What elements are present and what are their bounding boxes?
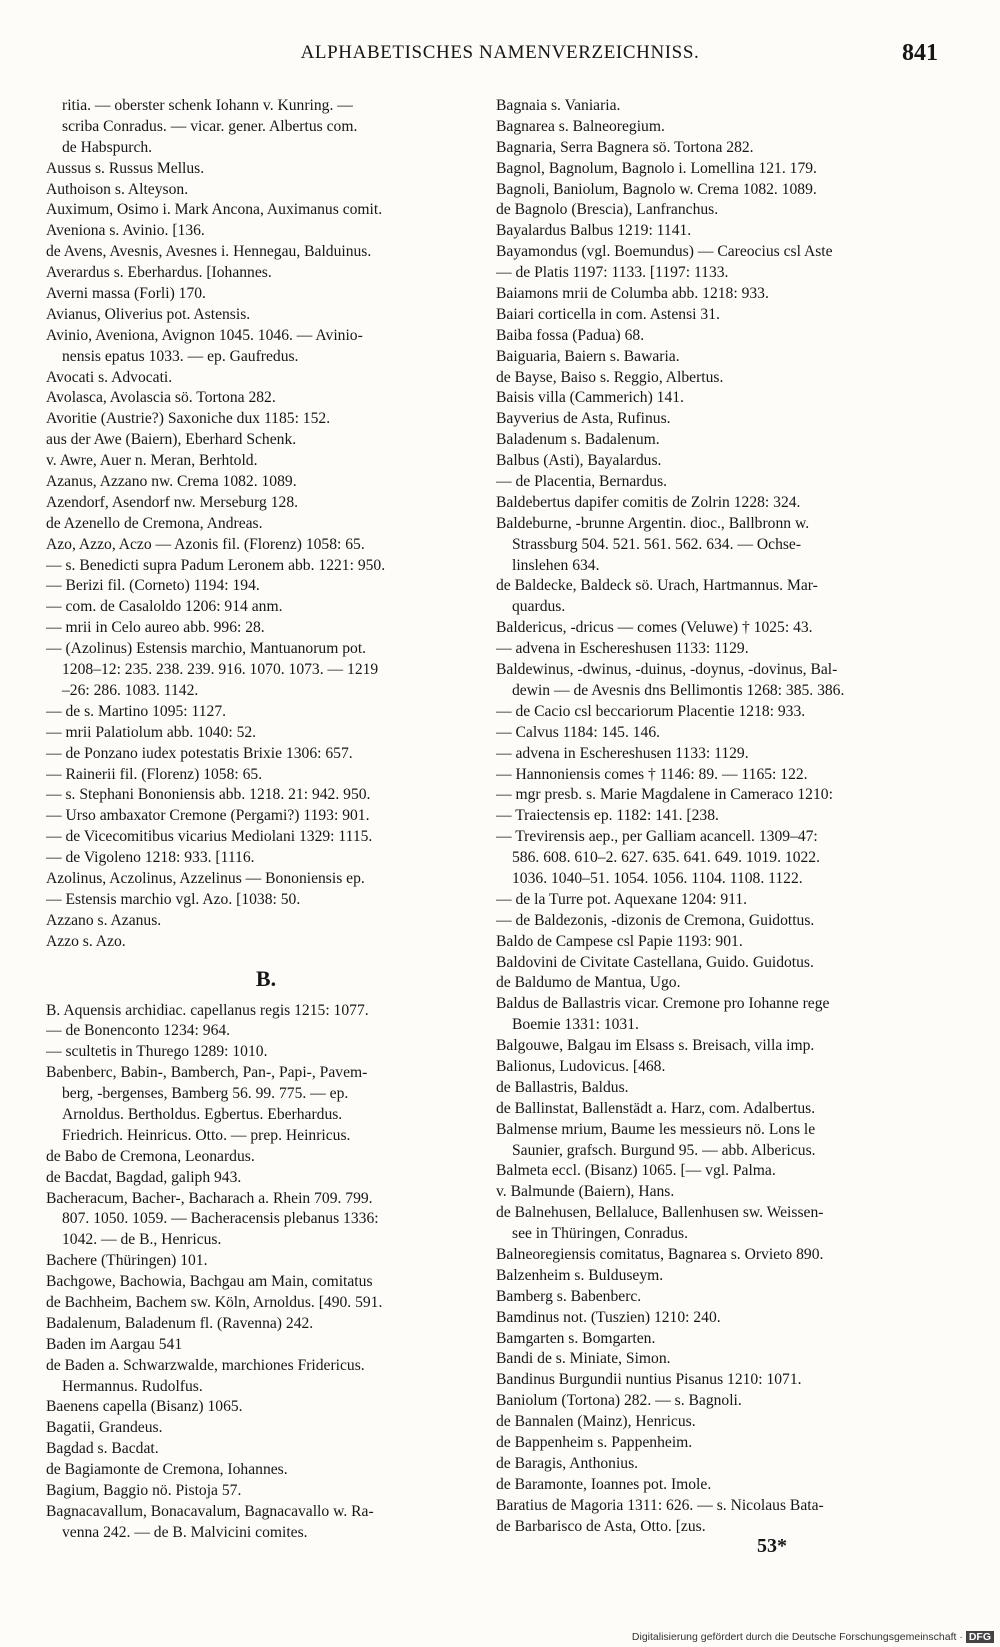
index-entry-line: 1042. — de B., Henricus. xyxy=(62,1231,222,1249)
right-column xyxy=(496,96,940,1537)
index-entry-line: B. Aquensis archidiac. capellanus regis 1215: 1077. xyxy=(46,1001,369,1019)
index-entry-line: Baldo de Campese csl Papie 1193: 901. xyxy=(496,932,743,950)
index-entry-line: — s. Stephani Bononiensis abb. 1218. 21: 942. 950. xyxy=(46,786,371,804)
index-entry-line: de Azenello de Cremona, Andreas. xyxy=(46,514,263,532)
index-entry-line: Bayamondus (vgl. Boemundus) — Careocius csl Aste xyxy=(496,243,833,261)
index-entry-line: Bagnacavallum, Bonacavalum, Bagnacavallo w. Ra- xyxy=(46,1502,374,1520)
index-entry-line: Avoritie (Austrie?) Saxoniche dux 1185: 152. xyxy=(46,410,331,428)
index-entry-line: Auximum, Osimo i. Mark Ancona, Auximanus comit. xyxy=(46,201,383,219)
index-entry-line: Avianus, Oliverius pot. Astensis. xyxy=(46,305,251,323)
index-entry-line: de Habspurch. xyxy=(62,138,153,156)
index-entry-line: — de Vicecomitibus vicarius Mediolani 1329: 1115. xyxy=(46,828,373,846)
index-entry-line: Baldewinus, -dwinus, -duinus, -doynus, -dovinus, Bal- xyxy=(496,661,838,679)
index-entry-line: Babenberc, Babin-, Bamberch, Pan-, Papi-, Pavem- xyxy=(46,1064,368,1082)
index-entry-line: v. Awre, Auer n. Meran, Berhtold. xyxy=(46,452,258,470)
index-entry-line: Averardus s. Eberhardus. [Iohannes. xyxy=(46,264,272,282)
index-entry-line: Bayalardus Balbus 1219: 1141. xyxy=(496,222,692,240)
index-entry-line: Balionus, Ludovicus. [468. xyxy=(496,1057,666,1075)
index-entry-line: — de Cacio csl beccariorum Placentie 1218: 933. xyxy=(496,702,806,720)
index-entry-line: Baden im Aargau 541 xyxy=(46,1335,183,1353)
index-entry-line: ritia. — oberster schenk Iohann v. Kunring. — xyxy=(62,97,353,114)
index-entry-line: Baldericus, -dricus — comes (Veluwe) † 1025: 43. xyxy=(496,619,813,637)
index-entry-line: — mrii in Celo aureo abb. 996: 28. xyxy=(46,619,265,637)
index-entry-line: de Bagiamonte de Cremona, Iohannes. xyxy=(46,1461,288,1479)
index-entry-line: de Ballinstat, Ballenstädt a. Harz, com. Adalbertus. xyxy=(496,1099,816,1117)
index-entry-line: Avolasca, Avolascia sö. Tortona 282. xyxy=(46,389,276,407)
index-entry-line: — Berizi fil. (Corneto) 1194: 194. xyxy=(46,577,260,595)
index-entry-line: — Calvus 1184: 145. 146. xyxy=(496,723,661,741)
index-entry-line: — (Azolinus) Estensis marchio, Mantuanorum pot. xyxy=(46,640,367,658)
dfg-logo: DFG xyxy=(966,1631,994,1643)
page-number: 841 xyxy=(902,40,938,66)
index-entry-line: Bagium, Baggio nö. Pistoja 57. xyxy=(46,1482,242,1499)
index-entry-line: Baldeburne, -brunne Argentin. dioc., Ballbronn w. xyxy=(496,514,810,532)
index-entry-line: Bagnol, Bagnolum, Bagnolo i. Lomellina 121. 179. xyxy=(496,159,817,177)
index-entry-line: Baldebertus dapifer comitis de Zolrin 1228: 324. xyxy=(496,493,801,511)
index-entry-line: aus der Awe (Baiern), Eberhard Schenk. xyxy=(46,431,297,449)
index-entry-line: — de s. Martino 1095: 1127. xyxy=(46,702,227,720)
index-entry-line: Bachgowe, Bachowia, Bachgau am Main, comitatus xyxy=(46,1273,373,1291)
index-entry-line: — Rainerii fil. (Florenz) 1058: 65. xyxy=(46,765,263,783)
index-entry-line: scriba Conradus. — vicar. gener. Albertus com. xyxy=(62,117,358,135)
index-entry-line: de Bayse, Baiso s. Reggio, Albertus. xyxy=(496,368,724,386)
index-entry-line: Azendorf, Asendorf nw. Merseburg 128. xyxy=(46,493,299,511)
running-title: ALPHABETISCHES NAMENVERZEICHNISS. xyxy=(300,42,700,63)
index-entry-line: — mrii Palatiolum abb. 1040: 52. xyxy=(46,723,257,741)
section-heading: B. xyxy=(255,965,277,991)
index-entry-line: Balmense mrium, Baume les messieurs nö. Lons le xyxy=(496,1120,816,1138)
index-entry-line: Avinio, Aveniona, Avignon 1045. 1046. — Avinio- xyxy=(46,326,363,344)
index-entry-line: Baiari corticella in com. Astensi 31. xyxy=(496,305,720,323)
index-entry-line: Balmeta eccl. (Bisanz) 1065. [— vgl. Palma. xyxy=(496,1162,776,1180)
index-entry-line: Badalenum, Baladenum fl. (Ravenna) 242. xyxy=(46,1314,314,1332)
index-entry-line: Bagnoli, Baniolum, Bagnolo w. Crema 1082. 1089. xyxy=(496,180,817,198)
index-entry-line: Bamdinus not. (Tuszien) 1210: 240. xyxy=(496,1308,721,1326)
index-entry-line: Baldus de Ballastris vicar. Cremone pro Iohanne rege xyxy=(496,995,830,1013)
index-entry-line: 807. 1050. 1059. — Bacheracensis plebanus 1336: xyxy=(62,1210,379,1228)
index-entry-line: venna 242. — de B. Malvicini comites. xyxy=(62,1523,308,1541)
index-entry-line: Boemie 1331: 1031. xyxy=(512,1016,639,1034)
index-entry-line: — Estensis marchio vgl. Azo. [1038: 50. xyxy=(46,890,301,908)
index-entry-line: Baiamons mrii de Columba abb. 1218: 933. xyxy=(496,285,769,303)
index-entry-line: see in Thüringen, Conradus. xyxy=(512,1225,688,1243)
index-entry-line: Baenens capella (Bisanz) 1065. xyxy=(46,1398,243,1416)
index-entry-line: Balzenheim s. Bulduseym. xyxy=(496,1266,664,1284)
index-entry-line: Baiba fossa (Padua) 68. xyxy=(496,326,645,344)
index-entry-line: de Bacdat, Bagdad, galiph 943. xyxy=(46,1168,242,1186)
index-entry-line: — Traiectensis ep. 1182: 141. [238. xyxy=(496,807,719,825)
index-entry-line: Bayverius de Asta, Rufinus. xyxy=(496,410,671,428)
index-entry-line: Baldovini de Civitate Castellana, Guido. Guidotus. xyxy=(496,953,814,971)
index-entry-line: Bagatii, Grandeus. xyxy=(46,1419,163,1437)
index-entry-line: –26: 286. 1083. 1142. xyxy=(62,681,199,699)
index-entry-line: — Urso ambaxator Cremone (Pergami?) 1193: 901. xyxy=(46,807,370,825)
index-entry-line: Bagnaria, Serra Bagnera sö. Tortona 282. xyxy=(496,138,754,156)
index-entry-line: de Bappenheim s. Pappenheim. xyxy=(496,1434,693,1451)
index-entry-line: Azanus, Azzano nw. Crema 1082. 1089. xyxy=(46,473,297,491)
index-entry-line: 586. 608. 610–2. 627. 635. 641. 649. 1019. 1022. xyxy=(512,849,820,867)
index-entry-line: Aussus s. Russus Mellus. xyxy=(46,159,205,177)
left-column xyxy=(46,96,486,1544)
index-entry-line: — de Platis 1197: 1133. [1197: 1133. xyxy=(496,264,729,282)
index-entry-line: Baiguaria, Baiern s. Bawaria. xyxy=(496,347,680,365)
footer-text: Digitalisierung gefördert durch die Deutsche Forschungsgemeinschaft · xyxy=(631,1631,963,1643)
index-entry-line: — Trevirensis aep., per Galliam acancell. 1309–47: xyxy=(496,828,818,846)
index-entry-line: Authoison s. Alteyson. xyxy=(46,180,189,198)
index-entry-line: — de Baldezonis, -dizonis de Cremona, Guidottus. xyxy=(496,911,815,929)
index-entry-line: — mgr presb. s. Marie Magdalene in Cameraco 1210: xyxy=(496,786,833,804)
index-entry-line: Baratius de Magoria 1311: 626. — s. Nicolaus Bata- xyxy=(496,1496,824,1514)
index-entry-line: de Baldecke, Baldeck sö. Urach, Hartmannus. Mar- xyxy=(496,577,818,595)
index-entry-line: de Baldumo de Mantua, Ugo. xyxy=(496,974,681,992)
index-entry-line: 1208–12: 235. 238. 239. 916. 1070. 1073. — 1219 xyxy=(62,661,379,679)
index-entry-line: Saunier, grafsch. Burgund 95. — abb. Albericus. xyxy=(512,1141,816,1159)
signature-mark: 53* xyxy=(757,1535,787,1557)
index-entry-line: Bandi de s. Miniate, Simon. xyxy=(496,1350,671,1368)
index-entry-line: — de Ponzano iudex potestatis Brixie 1306: 657. xyxy=(46,744,353,762)
index-entry-line: — advena in Eschereshusen 1133: 1129. xyxy=(496,640,749,658)
index-entry-line: Bagnaia s. Vaniaria. xyxy=(496,97,621,114)
index-entry-line: Baisis villa (Cammerich) 141. xyxy=(496,389,684,407)
index-entry-line: de Ballastris, Baldus. xyxy=(496,1078,629,1096)
index-entry-line: — Hannoniensis comes † 1146: 89. — 1165: 122. xyxy=(496,765,808,783)
index-entry-line: Azzano s. Azanus. xyxy=(46,911,162,929)
index-entry-line: de Baramonte, Ioannes pot. Imole. xyxy=(496,1475,712,1493)
index-entry-line: — de Placentia, Bernardus. xyxy=(496,473,668,491)
index-entry-line: nensis epatus 1033. — ep. Gaufredus. xyxy=(62,347,299,365)
index-entry-line: de Babo de Cremona, Leonardus. xyxy=(46,1147,255,1165)
index-entry-line: de Barbarisco de Asta, Otto. [zus. xyxy=(496,1517,706,1535)
index-entry-line: Bagdad s. Bacdat. xyxy=(46,1440,159,1458)
index-entry-line: de Avens, Avesnis, Avesnes i. Hennegau, Balduinus. xyxy=(46,243,372,261)
index-entry-line: Averni massa (Forli) 170. xyxy=(46,285,206,303)
index-entry-line: — de la Turre pot. Aquexane 1204: 911. xyxy=(496,890,748,908)
index-entry-line: Bandinus Burgundii nuntius Pisanus 1210: 1071. xyxy=(496,1371,802,1389)
index-entry-line: Avocati s. Advocati. xyxy=(46,368,173,386)
index-entry-line: quardus. xyxy=(512,598,566,616)
digitization-footer xyxy=(632,1631,1000,1643)
index-entry-line: Bachere (Thüringen) 101. xyxy=(46,1252,208,1270)
index-entry-line: Hermannus. Rudolfus. xyxy=(62,1377,203,1395)
index-entry-line: Azolinus, Aczolinus, Azzelinus — Bononiensis ep. xyxy=(46,869,365,887)
index-entry-line: Friedrich. Heinricus. Otto. — prep. Heinricus. xyxy=(62,1126,351,1144)
index-entry-line: Strassburg 504. 521. 561. 562. 634. — Ochse- xyxy=(512,535,802,553)
index-entry-line: — de Bonenconto 1234: 964. xyxy=(46,1022,231,1040)
index-entry-line: Balneoregiensis comitatus, Bagnarea s. Orvieto 890. xyxy=(496,1245,824,1263)
index-entry-line: Bamberg s. Babenberc. xyxy=(496,1287,642,1305)
index-entry-line: — de Vigoleno 1218: 933. [1116. xyxy=(46,849,255,867)
index-entry-line: Bacheracum, Bacher-, Bacharach a. Rhein 709. 799. xyxy=(46,1189,373,1207)
index-entry-line: de Baragis, Anthonius. xyxy=(496,1454,639,1472)
index-entry-line: de Bagnolo (Brescia), Lanfranchus. xyxy=(496,201,719,219)
index-entry-line: Baladenum s. Badalenum. xyxy=(496,431,660,449)
index-entry-line: Arnoldus. Bertholdus. Egbertus. Eberhardus. xyxy=(62,1105,343,1123)
index-entry-line: de Balnehusen, Bellaluce, Ballenhusen sw. Weissen- xyxy=(496,1204,824,1222)
index-entry-line: — scultetis in Thurego 1289: 1010. xyxy=(46,1043,268,1061)
page-header xyxy=(0,40,1000,74)
index-entry-line: berg, -bergenses, Bamberg 56. 99. 775. — ep. xyxy=(62,1085,349,1103)
index-entry-line: — advena in Eschereshusen 1133: 1129. xyxy=(496,744,749,762)
index-entry-line: Azzo s. Azo. xyxy=(46,932,126,950)
index-entry-line: Bamgarten s. Bomgarten. xyxy=(496,1329,656,1347)
index-entry-line: de Bachheim, Bachem sw. Köln, Arnoldus. [490. 591. xyxy=(46,1293,383,1311)
index-entry-line: Bagnarea s. Balneoregium. xyxy=(496,117,665,135)
index-entry-line: 1036. 1040–51. 1054. 1056. 1104. 1108. 1122. xyxy=(512,869,803,887)
index-entry-line: Balgouwe, Balgau im Elsass s. Breisach, villa imp. xyxy=(496,1037,815,1055)
index-entry-line: Baniolum (Tortona) 282. — s. Bagnoli. xyxy=(496,1392,742,1410)
index-entry-line: v. Balmunde (Baiern), Hans. xyxy=(496,1183,675,1201)
index-entry-line: dewin — de Avesnis dns Bellimontis 1268: 385. 386. xyxy=(512,681,845,699)
index-entry-line: Balbus (Asti), Bayalardus. xyxy=(496,452,662,470)
index-entry-line: Azo, Azzo, Aczo — Azonis fil. (Florenz) 1058: 65. xyxy=(46,535,365,553)
index-entry-line: de Bannalen (Mainz), Henricus. xyxy=(496,1413,696,1431)
index-entry-line: — com. de Casaloldo 1206: 914 anm. xyxy=(46,598,283,616)
index-entry-line: Aveniona s. Avinio. [136. xyxy=(46,222,205,240)
index-entry-line: de Baden a. Schwarzwalde, marchiones Fridericus. xyxy=(46,1356,365,1374)
index-entry-line: — s. Benedicti supra Padum Leronem abb. 1221: 950. xyxy=(46,556,386,574)
index-entry-line: linslehen 634. xyxy=(512,556,600,574)
